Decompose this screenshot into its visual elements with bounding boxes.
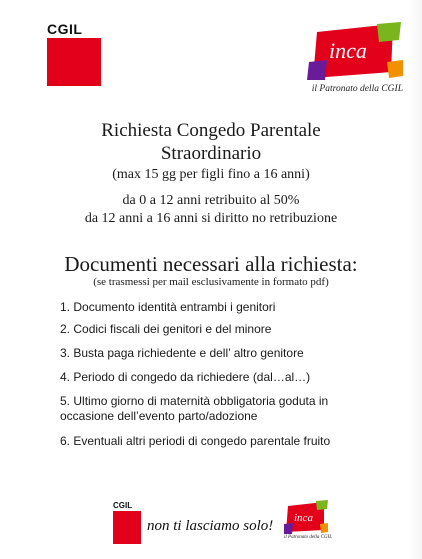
documents-note: (se trasmessi per mail esclusivamente in formato pdf) (93, 276, 329, 288)
list-item (60, 322, 380, 337)
list-item-number: 3. (60, 346, 71, 360)
list-item (60, 300, 380, 315)
cgil-logo-block (47, 38, 101, 86)
limit-note: (max 15 gg per figli fino a 16 anni) (112, 167, 310, 182)
list-item-number: 2. (60, 322, 71, 336)
footer-cgil-logo-block (113, 511, 141, 544)
page-title-line1: Richiesta Congedo Parentale (101, 120, 321, 141)
list-item-number: 1. (60, 300, 71, 314)
footer-inca-logo (270, 500, 330, 544)
cgil-logo (47, 22, 101, 86)
list-item (60, 394, 380, 424)
footer-inca-tagline: il Patronato della CGIL (283, 535, 332, 540)
list-item (60, 346, 380, 361)
inca-logo-icon (307, 22, 403, 80)
page-title-line2: Straordinario (160, 143, 262, 164)
list-item-text: Busta paga richiedente e dell’ altro genitore (73, 346, 304, 360)
footer-slogan: non ti lasciamo solo! (147, 518, 274, 534)
footer-inca-logo-text: inca (294, 512, 313, 524)
pay-rule-2: da 12 anni a 16 anni si diritto no retribuzione (84, 211, 338, 226)
list-item (60, 370, 380, 385)
inca-logo-text: inca (329, 38, 367, 63)
list-item-text: Eventuali altri periodi di congedo parentale fruito (73, 434, 331, 448)
list-item-text: Codici fiscali dei genitori e del minore (73, 322, 272, 336)
list-item-text: Documento identità entrambi i genitori (73, 300, 276, 314)
list-item-number: 5. (60, 394, 71, 408)
page-edge-shadow (408, 0, 422, 559)
list-item-text: Ultimo giorno di maternità obbligatoria goduta in occasione dell’evento parto/adozione (60, 394, 329, 423)
pay-rule-1: da 0 a 12 anni retribuito al 50% (122, 193, 300, 208)
list-item-number: 4. (60, 370, 71, 384)
footer-cgil-logo (113, 502, 141, 546)
list-item-number: 6. (60, 434, 71, 448)
cgil-logo-text: CGIL (47, 21, 83, 37)
footer-cgil-logo-text: CGIL (113, 501, 133, 510)
inca-tagline: il Patronato della CGIL (311, 84, 403, 94)
list-item-text: Periodo di congedo da richiedere (dal…al…) (73, 370, 311, 384)
documents-heading: Documenti necessari alla richiesta: (64, 252, 358, 276)
list-item (60, 434, 380, 449)
footer-inca-logo-icon (284, 500, 328, 534)
inca-logo (285, 22, 403, 98)
